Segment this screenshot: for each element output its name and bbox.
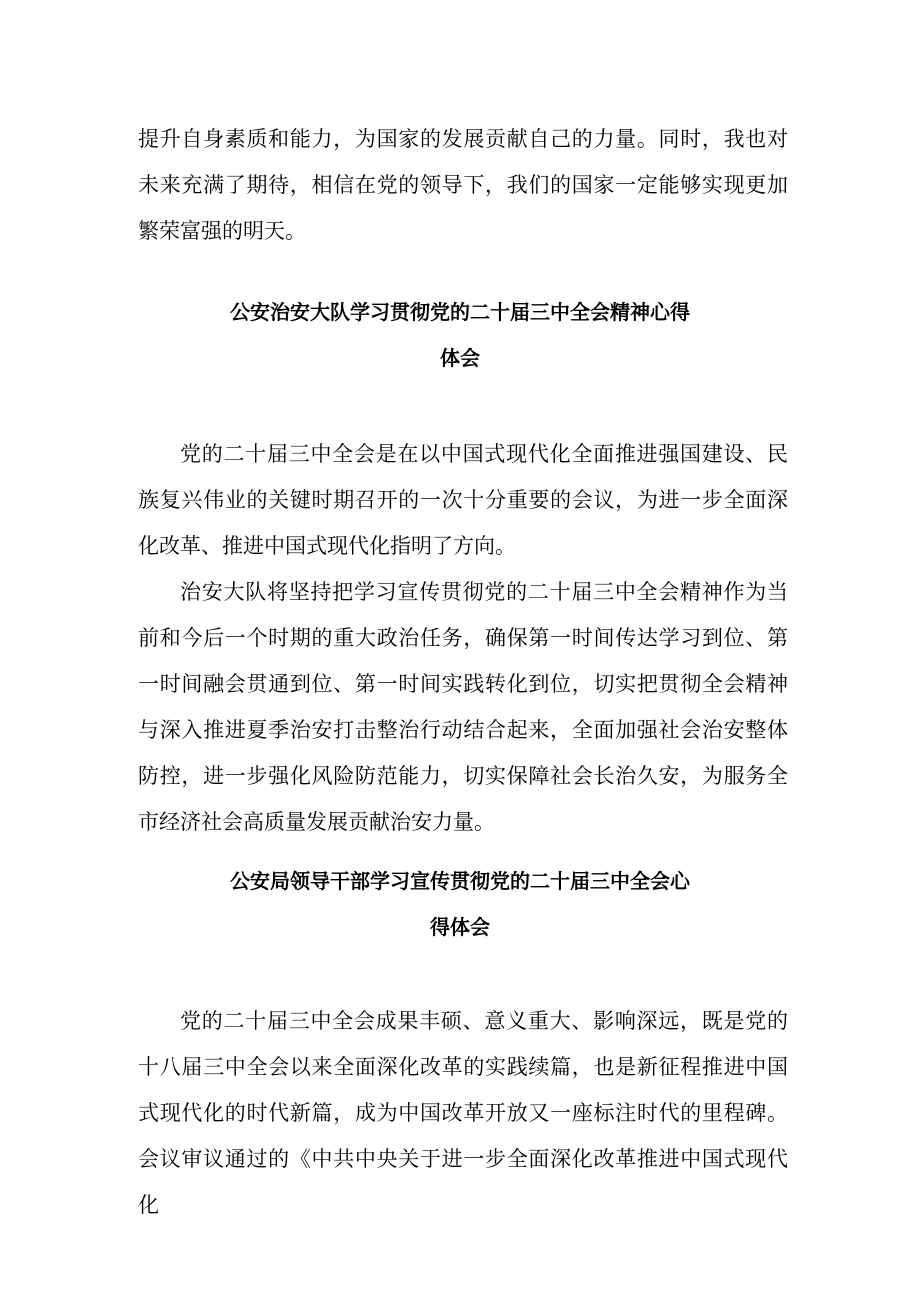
section-title-2-line-1: 公安局领导干部学习宣传贯彻党的二十届三中全会心 (230, 869, 690, 893)
section-title-1-line-1: 公安治安大队学习贯彻党的二十届三中全会精神心得 (230, 300, 690, 324)
section-title-1-line-2: 体会 (440, 346, 480, 370)
paragraph-section-2-body: 党的二十届三中全会成果丰硕、意义重大、影响深远，既是党的十八届三中全会以来全面深化改革的实践续篇，也是新征程推进中国式现代化的时代新篇，成为中国改革开放又一座标注时代的里程碑。会议审议通过的《中共中央关于进一步全面深化改革推进中国式现代化 (138, 1009, 788, 1217)
paragraph-section-1-body: 治安大队将坚持把学习宣传贯彻党的二十届三中全会精神作为当前和今后一个时期的重大政治任务，确保第一时间传达学习到位、第一时间融会贯通到位、第一时间实践转化到位，切实把贯彻全会精神与深入推进夏季治安打击整治行动结合起来，全面加强社会治安整体防控，进一步强化风险防范能力，切实保障社会长治久安，为服务全市经济社会高质量发展贡献治安力量。 (138, 580, 788, 834)
paragraph-section-1-intro: 党的二十届三中全会是在以中国式现代化全面推进强国建设、民族复兴伟业的关键时期召开的一次十分重要的会议，为进一步全面深化改革、推进中国式现代化指明了方向。 (138, 442, 788, 558)
paragraph-continuation: 提升自身素质和能力，为国家的发展贡献自己的力量。同时，我也对未来充满了期待，相信在党的领导下，我们的国家一定能够实现更加繁荣富强的明天。 (138, 127, 788, 243)
section-title-2-line-2: 得体会 (430, 915, 490, 939)
